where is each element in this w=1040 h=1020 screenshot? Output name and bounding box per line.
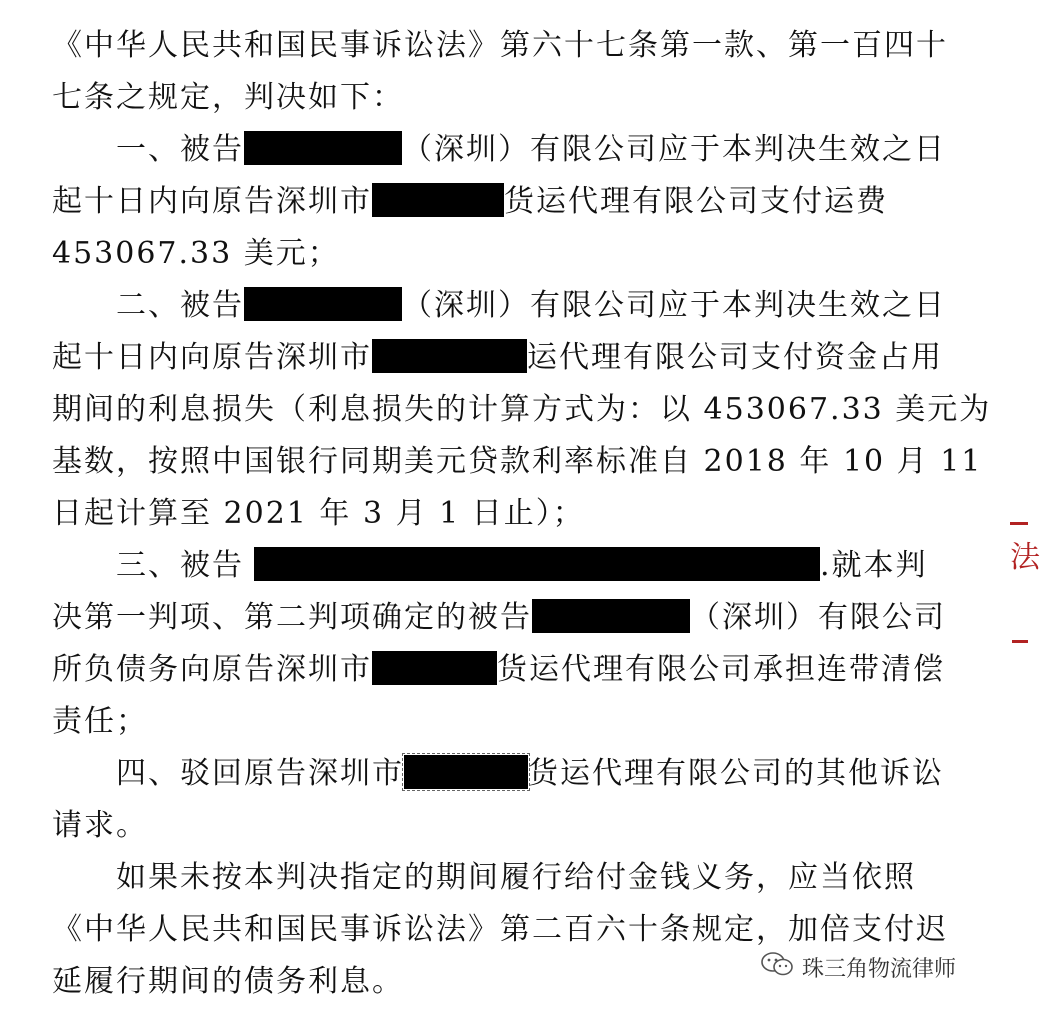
text-line: 起十日内向原告深圳市 运代理有限公司支付资金占用	[52, 340, 943, 375]
text-line: 决第一判项、第二判项确定的被告 （深圳）有限公司	[52, 600, 946, 635]
seal-character: 法	[1010, 540, 1040, 575]
watermark-text: 珠三角物流律师	[802, 956, 957, 982]
redaction-box	[244, 287, 402, 321]
redaction-box	[254, 547, 820, 581]
redaction-box	[372, 651, 497, 685]
text-line: 三、被告 .就本判	[52, 548, 928, 583]
text-line: 期间的利息损失（利息损失的计算方式为：以 453067.33 美元为	[52, 392, 992, 427]
redaction-box	[532, 599, 690, 633]
text-line: 二、被告 （深圳）有限公司应于本判决生效之日	[52, 288, 946, 323]
text-line: 453067.33 美元；	[52, 236, 340, 271]
text-line: 所负债务向原告深圳市 货运代理有限公司承担连带清偿	[52, 652, 945, 687]
text-line: 如果未按本判决指定的期间履行给付金钱义务，应当依照	[52, 860, 916, 895]
seal-border-bottom	[1012, 640, 1028, 643]
text-line: 《中华人民共和国民事诉讼法》第六十七条第一款、第一百四十	[52, 28, 948, 63]
redaction-box	[372, 339, 527, 373]
redaction-box	[372, 183, 504, 217]
wechat-watermark	[760, 950, 956, 984]
text-line: 《中华人民共和国民事诉讼法》第二百六十条规定，加倍支付迟	[52, 912, 948, 947]
text-line: 延履行期间的债务利息。	[52, 964, 404, 999]
text-line: 起十日内向原告深圳市 货运代理有限公司支付运费	[52, 184, 888, 219]
redaction-box	[244, 131, 402, 165]
text-line: 请求。	[52, 808, 148, 843]
redaction-box	[404, 755, 528, 789]
cut-off-next-line	[52, 1006, 932, 1020]
wechat-icon	[760, 950, 794, 984]
text-line: 七条之规定，判决如下：	[52, 80, 404, 115]
text-line: 日起计算至 2021 年 3 月 1 日止）；	[52, 496, 585, 531]
text-line: 四、驳回原告深圳市 货运代理有限公司的其他诉讼	[52, 756, 944, 791]
seal-border-top	[1010, 522, 1028, 525]
text-line: 一、被告 （深圳）有限公司应于本判决生效之日	[52, 132, 946, 167]
text-line: 责任；	[52, 704, 148, 739]
text-line: 基数，按照中国银行同期美元贷款利率标准自 2018 年 10 月 11	[52, 444, 983, 479]
